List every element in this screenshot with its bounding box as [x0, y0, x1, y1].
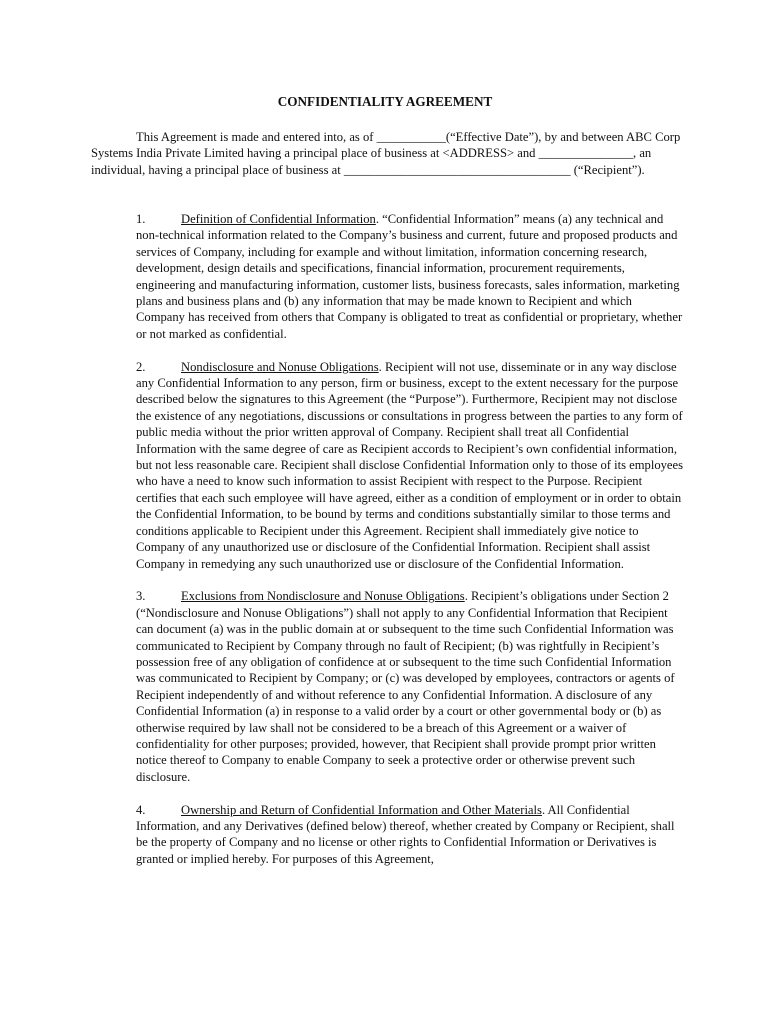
section-number: 3.	[136, 589, 146, 604]
section-number: 4.	[136, 802, 146, 817]
document-title: CONFIDENTIALITY AGREEMENT	[277, 94, 493, 109]
section-heading: Definition of Confidential Information	[181, 212, 376, 226]
section-heading: Nondisclosure and Nonuse Obligations	[181, 359, 379, 374]
section-1	[136, 211, 684, 342]
section-body: . Recipient’s obligations under Section 2 (“Nondisclosure and Nonuse Obligations”) shall not apply to any Confidential Information that Recipient can document (a) was in the public domain at or subsequent to the time such Confidential Information was communicated to Recipient by Company through no fault of Recipient; (b) was rightfully in Recipient’s possession free of any obligation of confidence at or subsequent to the time such Confidential Information was communicated to Recipient by Company; or (c) was developed by employees, contractors or agents of Recipient independently of and without reference to any Confidential Information. A disclosure of any Confidential Information (a) in response to a valid order by a court or other governmental body or (b) as otherwise required by law shall not be considered to be a breach of this Agreement or a waiver of confidentiality for other purposes; provided, however, that Recipient shall provide prompt prior written notice thereof to Company to enable Company to seek a protective order or otherwise prevent such disclosure.	[136, 589, 675, 784]
section-body: . Recipient will not use, disseminate or in any way disclose any Confidential Information to any person, firm or business, except to the extent necessary for the purpose described below the signatures to this Agreement (the “Purpose”). Furthermore, Recipient may not disclose the existence of any negotiations, discussions or consultations in progress between the parties to any form of public media without the prior written approval of Company. Recipient shall treat all Confidential Information with the same degree of care as Recipient accords to Recipient’s own confidential information, but not less reasonable care. Recipient shall disclose Confidential Information only to those of its employees who have a need to know such information to assist Recipient with respect to the Purpose. Recipient certifies that each such employee will have agreed, either as a condition of employment or in order to obtain the Confidential Information, to be bound by terms and conditions substantially similar to those terms and conditions applicable to Recipient under this Agreement. Recipient shall immediately give notice to Company of any unauthorized use or disclosure of the Confidential Information. Recipient shall assist Company in remedying any such unauthorized use or disclosure of the Confidential Information.	[136, 359, 683, 571]
section-heading: Exclusions from Nondisclosure and Nonuse Obligations	[181, 589, 465, 604]
section-body: . “Confidential Information” means (a) any technical and non-technical information related to the Company’s business and current, future and proposed products and services of Company, including for example and without limitation, information concerning research, development, design details and specifications, financial information, procurement requirements, engineering and manufacturing information, customer lists, business forecasts, sales information, marketing plans and business plans and (b) any information that may be made known to Recipient and which Company has received from others that Company is obligated to treat as confidential or proprietary, whether or not marked as confidential.	[136, 212, 683, 341]
section-2	[136, 359, 684, 572]
intro-paragraph	[91, 129, 691, 178]
sections-list	[136, 211, 684, 884]
section-body: . All Confidential Information, and any Derivatives (defined below) thereof, whether created by Company or Recipient, shall be the property of Company and no license or other rights to Confidential Information or Derivatives is granted or implied hereby. For purposes of this Agreement,	[136, 802, 675, 866]
section-heading: Ownership and Return of Confidential Information and Other Materials	[181, 802, 542, 817]
section-4	[136, 802, 684, 868]
section-number: 1.	[136, 212, 146, 226]
section-number: 2.	[136, 359, 146, 374]
intro-text: This Agreement is made and entered into, as of ___________(“Effective Date”), by and between ABC Corp Systems India Private Limited having a principal place of business at <ADDRESS> and _______________, an individual, having a principal place of business at ____________________________________ (“Recipient”).	[91, 130, 681, 177]
section-3	[136, 588, 684, 785]
